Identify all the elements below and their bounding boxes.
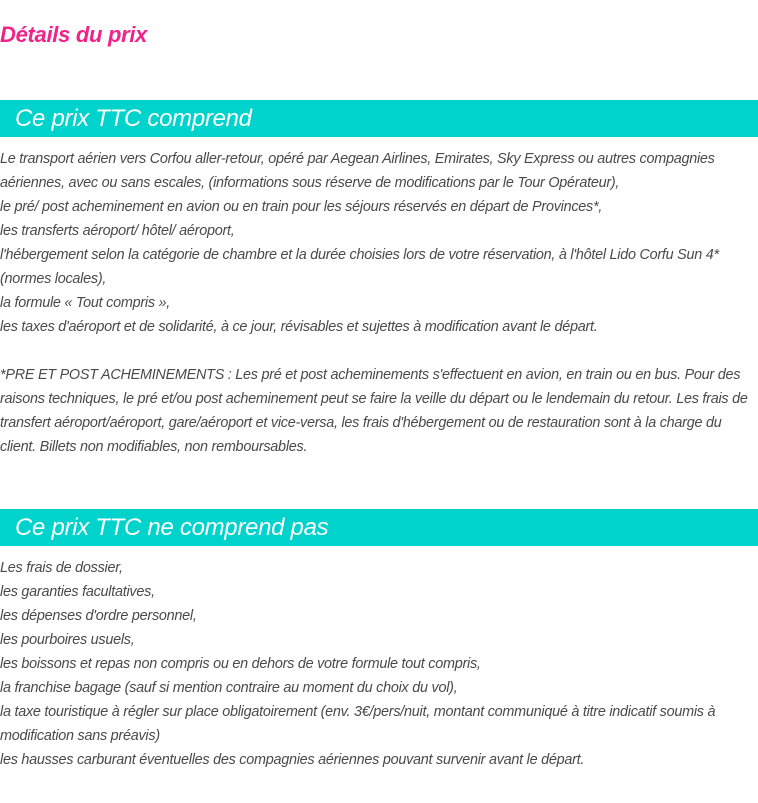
included-section-header xyxy=(0,100,758,137)
included-heading: Ce prix TTC comprend xyxy=(15,105,252,132)
included-item: Le transport aérien vers Corfou aller-retour, opéré par Aegean Airlines, Emirates, Sky Express ou autres compagnies aériennes, avec ou sans escales, (informations sous réserve de modifications par le Tour Opérateur), xyxy=(0,151,715,191)
included-item: le pré/ post acheminement en avion ou en train pour les séjours réservés en départ de Provinces*, xyxy=(0,199,603,215)
transfer-note: *PRE ET POST ACHEMINEMENTS : Les pré et post acheminements s'effectuent en avion, en train ou en bus. Pour des raisons techniques, le pré et/ou post acheminement peut se faire la veille du départ ou le lendemain du retour. Les frais de transfert aéroport/aéroport, gare/aéroport et vice-versa, les frais d'hébergement ou de restauration sont à la charge du client. Billets non modifiables, non remboursables. xyxy=(0,367,748,455)
included-item: l'hébergement selon la catégorie de chambre et la durée choisies lors de votre réservation, à l'hôtel Lido Corfu Sun 4* (normes locales), xyxy=(0,247,719,287)
not-included-list xyxy=(0,556,758,772)
not-included-item: les dépenses d'ordre personnel, xyxy=(0,608,197,624)
not-included-item: les pourboires usuels, xyxy=(0,632,135,648)
not-included-item: les boissons et repas non compris ou en dehors de votre formule tout compris, xyxy=(0,656,481,672)
not-included-heading: Ce prix TTC ne comprend pas xyxy=(15,514,329,541)
included-list xyxy=(0,147,758,459)
not-included-item: la franchise bagage (sauf si mention contraire au moment du choix du vol), xyxy=(0,680,458,696)
included-item: les taxes d'aéroport et de solidarité, à ce jour, révisables et sujettes à modification avant le départ. xyxy=(0,319,598,335)
not-included-item: les garanties facultatives, xyxy=(0,584,155,600)
not-included-section-header xyxy=(0,509,758,546)
page-title: Détails du prix xyxy=(0,22,148,47)
not-included-item: Les frais de dossier, xyxy=(0,560,123,576)
included-item: les transferts aéroport/ hôtel/ aéroport, xyxy=(0,223,235,239)
not-included-item: la taxe touristique à régler sur place obligatoirement (env. 3€/pers/nuit, montant communiqué à titre indicatif soumis à modification sans préavis) xyxy=(0,704,716,744)
included-item: la formule « Tout compris », xyxy=(0,295,171,311)
not-included-item: les hausses carburant éventuelles des compagnies aériennes pouvant survenir avant le départ. xyxy=(0,752,585,768)
